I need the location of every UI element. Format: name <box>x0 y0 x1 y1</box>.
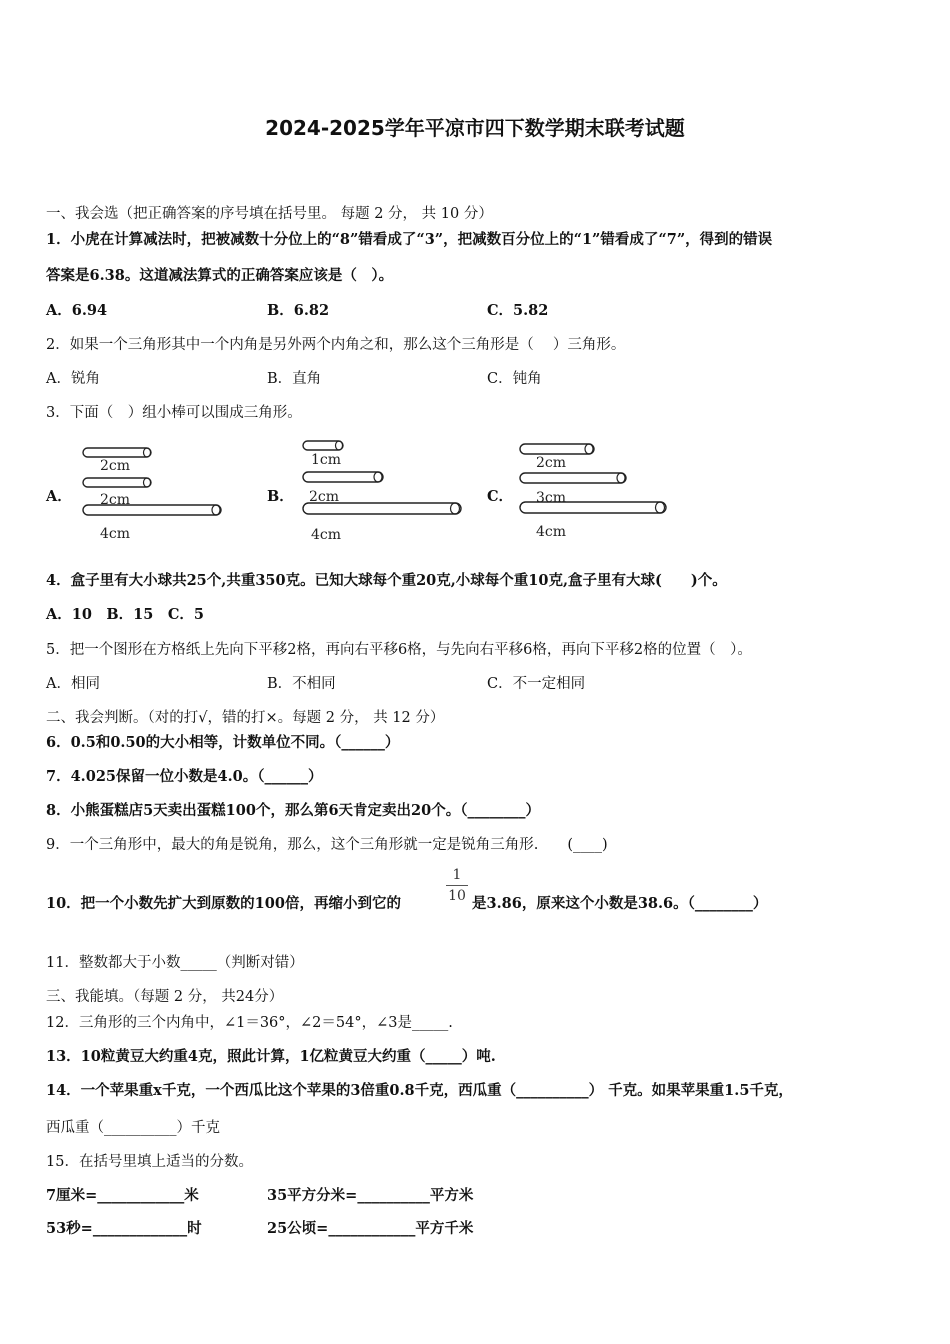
question-3-group-b <box>303 441 461 543</box>
question-2-text: 2．如果一个三角形其中一个内角是另外两个内角之和，那么这个三角形是（ ）三角形。 <box>46 337 626 353</box>
question-8-text: 8．小熊蛋糕店5天卖出蛋糕100个，那么第6天肯定卖出20个。（________） <box>46 802 540 819</box>
question-2-option-a: A．锐角 <box>46 371 100 387</box>
question-4-text: 4．盒子里有大小球共25个,共重350克。已知大球每个重20克,小球每个重10克,盒子里有大球( )个。 <box>46 572 727 589</box>
question-3-option-a-label: A． <box>46 488 72 505</box>
stick-c-3-label: 4cm <box>536 524 567 540</box>
question-5-option-b: B．不相同 <box>267 676 336 692</box>
question-12-text: 12．三角形的三个内角中，∠1＝36°，∠2＝54°，∠3是_____. <box>46 1015 453 1031</box>
question-3-option-b-label: B． <box>267 488 294 505</box>
question-4-options: A．10 B．15 C．5 <box>46 606 204 623</box>
fraction-bar <box>446 885 468 886</box>
fraction-numerator: 1 <box>452 867 462 883</box>
section-1-header: 一、我会选（把正确答案的序号填在括号里。 每题 2 分， 共 10 分） <box>46 206 493 222</box>
question-10-before: 10．把一个小数先扩大到原数的100倍，再缩小到它的 <box>46 895 401 912</box>
question-1-line-2: 答案是6.38。这道减法算式的正确答案应该是（ ）。 <box>46 267 394 284</box>
page-title: 2024-2025学年平凉市四下数学期末联考试题 <box>265 116 685 140</box>
stick-a-3-label: 4cm <box>100 526 131 542</box>
stick-c-3-end <box>656 502 665 513</box>
stick-c-1-label: 2cm <box>536 455 567 471</box>
fraction-denominator: 10 <box>448 888 466 904</box>
question-2-option-b: B．直角 <box>267 371 322 387</box>
stick-a-1-end <box>144 448 151 457</box>
question-10-after: 是3.86，原来这个小数是38.6。（________） <box>472 895 768 912</box>
stick-b-3-end <box>451 503 460 514</box>
question-13-text: 13．10粒黄豆大约重4克，照此计算，1亿粒黄豆大约重（_____）吨. <box>46 1048 496 1065</box>
question-15-blank-4: 25公顷=____________平方千米 <box>267 1220 474 1237</box>
question-5-text: 5．把一个图形在方格纸上先向下平移2格，再向右平移6格，与先向右平移6格，再向下平移2格的位置（ ）。 <box>46 642 752 658</box>
question-15-blank-2: 35平方分米=__________平方米 <box>267 1187 474 1204</box>
stick-b-2-label: 2cm <box>309 489 340 505</box>
stick-b-1-end <box>336 441 343 450</box>
stick-c-2-label: 3cm <box>536 490 567 506</box>
stick-b-2-end <box>374 472 382 482</box>
question-11-text: 11．整数都大于小数_____（判断对错） <box>46 955 304 971</box>
question-3-group-c <box>520 444 666 540</box>
question-1-line-1: 1．小虎在计算减法时，把被减数十分位上的“8”错看成了“3”，把减数百分位上的“1”错看成了“7”，得到的错误 <box>46 231 773 248</box>
question-7-text: 7．4.025保留一位小数是4.0。（______） <box>46 768 323 785</box>
stick-a-2-end <box>144 478 151 487</box>
question-3-option-c-label: C． <box>487 488 514 505</box>
section-2-header: 二、我会判断。（对的打√，错的打×。每题 2 分， 共 12 分） <box>46 710 445 726</box>
stick-c-1 <box>520 444 594 454</box>
question-2-option-c: C．钝角 <box>487 371 542 387</box>
question-15-blank-1: 7厘米=____________米 <box>46 1187 199 1204</box>
question-6-text: 6．0.5和0.50的大小相等，计数单位不同。（______） <box>46 734 400 751</box>
question-1-option-c: C．5.82 <box>487 302 549 319</box>
stick-a-2-label: 2cm <box>100 492 131 508</box>
stick-a-1-label: 2cm <box>100 458 131 474</box>
question-5-option-a: A．相同 <box>46 676 100 692</box>
stick-b-3-label: 4cm <box>311 527 342 543</box>
stick-b-2 <box>303 472 383 482</box>
stick-a-2 <box>83 478 151 487</box>
question-15-text: 15．在括号里填上适当的分数。 <box>46 1154 253 1170</box>
question-14-line-1: 14．一个苹果重x千克，一个西瓜比这个苹果的3倍重0.8千克，西瓜重（__________） 千克。如果苹果重1.5千克， <box>46 1082 793 1099</box>
question-15-blank-3: 53秒=_____________时 <box>46 1220 202 1237</box>
question-1-option-b: B．6.82 <box>267 302 330 319</box>
question-5-option-c: C．不一定相同 <box>487 676 586 692</box>
stick-a-1 <box>83 448 151 457</box>
stick-c-2 <box>520 473 626 483</box>
question-14-line-2: 西瓜重（__________）千克 <box>46 1120 220 1136</box>
question-3-group-a <box>83 448 221 542</box>
stick-c-2-end <box>617 473 625 483</box>
section-3-header: 三、我能填。（每题 2 分， 共24分） <box>46 989 284 1005</box>
stick-b-1-label: 1cm <box>311 452 342 468</box>
question-10-fraction <box>446 866 468 905</box>
question-1-option-a: A．6.94 <box>46 302 108 319</box>
stick-c-1-end <box>585 444 593 454</box>
stick-a-3-end <box>212 505 220 515</box>
question-3-text: 3．下面（ ）组小棒可以围成三角形。 <box>46 405 302 421</box>
question-9-text: 9．一个三角形中，最大的角是锐角，那么，这个三角形就一定是锐角三角形. (____) <box>46 837 608 853</box>
